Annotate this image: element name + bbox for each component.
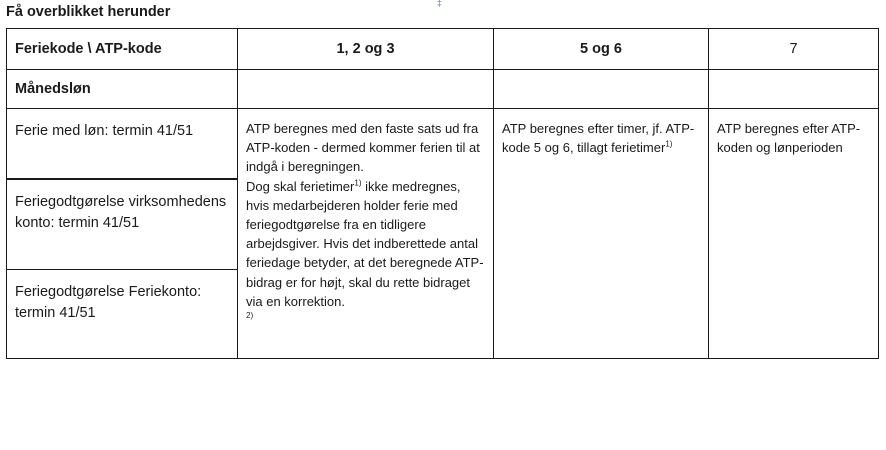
section-heading: Få overblikket herunder [6, 4, 171, 20]
header-row [7, 29, 879, 70]
atp-5-6-text: ATP beregnes efter timer, jf. ATP-kode 5 og 6, tillagt ferietimer [502, 121, 695, 156]
header-atp-1-2-3: 1, 2 og 3 [238, 29, 494, 70]
footnote-ref: 1) [354, 178, 362, 188]
atp-1-2-3-p1: ATP beregnes med den faste sats ud fra ATP-koden - dermed kommer ferien til at indgå i beregningen. [246, 121, 480, 175]
maanedsloen-label: Månedsløn [7, 70, 238, 109]
atp-1-2-3-p2a: Dog skal ferietimer [246, 178, 355, 194]
row-feriegodtgoerelse-virksomhed: Feriegodtgørelse virksomhedens konto: termin 41/51 [7, 179, 238, 270]
header-atp-5-6: 5 og 6 [494, 29, 709, 70]
row-ferie-med-loen: Ferie med løn: termin 41/51 [7, 109, 238, 179]
header-atp-7: 7 [709, 29, 879, 70]
atp-5-6-description [494, 109, 709, 359]
atp-7-description: ATP beregnes efter ATP-koden og lønperioden [709, 109, 879, 359]
atp-overview-table [6, 28, 879, 359]
footnote-ref: 2) [246, 311, 254, 321]
atp-1-2-3-p2b: ikke medregnes, hvis medarbejderen holder ferie med feriegodtgørelse fra en tidligere arbejdsgiver. Hvis det indberettede antal feriedage betyder, at det beregnede ATP-bidrag er for højt, skal du rette bidraget via en korrektion. [246, 178, 484, 309]
row-feriegodtgoerelse-feriekonto: Feriegodtgørelse Feriekonto: termin 41/51 [7, 270, 238, 359]
maanedsloen-cell-1 [238, 70, 494, 109]
maanedsloen-row [7, 70, 879, 109]
table-row [7, 109, 879, 179]
footnote-ref: 1) [665, 139, 673, 149]
cursor-marker: ‡ [437, 0, 443, 8]
header-feriekode-atpkode: Feriekode \ ATP-kode [7, 29, 238, 70]
maanedsloen-cell-3 [709, 70, 879, 109]
maanedsloen-cell-2 [494, 70, 709, 109]
atp-1-2-3-description [238, 109, 494, 359]
